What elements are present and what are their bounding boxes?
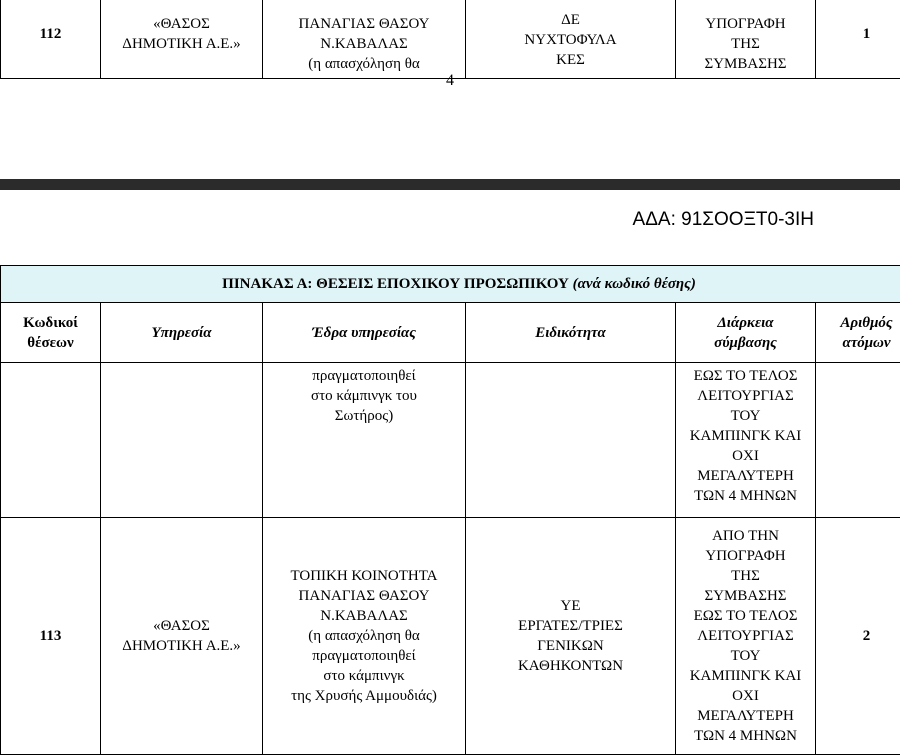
- page-separator: [0, 179, 900, 190]
- position-code: [1, 363, 101, 518]
- header-location: Έδρα υπηρεσίας: [263, 303, 466, 363]
- seasonal-positions-table: [0, 265, 900, 755]
- service-cell: «ΘΑΣΟΣ ΔΗΜΟΤΙΚΗ Α.Ε.»: [101, 0, 263, 79]
- table-row: [1, 0, 900, 79]
- ada-code: ΑΔΑ: 91ΣΟΟΞΤ0-3ΙΗ: [633, 209, 814, 231]
- location-cell: πραγματοποιηθεί στο κάμπινγκ του Σωτήρος): [263, 363, 466, 518]
- person-count: 2: [816, 518, 900, 755]
- person-count: [816, 363, 900, 518]
- page-number: 4: [0, 72, 900, 90]
- table-header-row: [1, 303, 900, 363]
- duration-cell: ΥΠΟΓΡΑΦΗ ΤΗΣ ΣΥΜΒΑΣΗΣ: [676, 0, 816, 79]
- service-cell: «ΘΑΣΟΣ ΔΗΜΟΤΙΚΗ Α.Ε.»: [101, 518, 263, 755]
- header-service: Υπηρεσία: [101, 303, 263, 363]
- header-count: Αριθμός ατόμων: [816, 303, 900, 363]
- header-duration: Διάρκεια σύμβασης: [676, 303, 816, 363]
- person-count: 1: [816, 0, 900, 79]
- previous-page-table: [0, 0, 900, 79]
- location-cell: ΤΟΠΙΚΗ ΚΟΙΝΟΤΗΤΑ ΠΑΝΑΓΙΑΣ ΘΑΣΟΥ Ν.ΚΑΒΑΛΑΣ (η απασχόληση θα πραγματοποιηθεί στο κάμπινγκ της Χρυσής Αμμουδιάς): [263, 518, 466, 755]
- specialty-cell: ΔΕ ΝΥΧΤΟΦΥΛΑ ΚΕΣ: [466, 0, 676, 79]
- specialty-cell: ΥΕ ΕΡΓΑΤΕΣ/ΤΡΙΕΣ ΓΕΝΙΚΩΝ ΚΑΘΗΚΟΝΤΩΝ: [466, 518, 676, 755]
- service-cell: [101, 363, 263, 518]
- table-row: [1, 518, 900, 755]
- header-specialty: Ειδικότητα: [466, 303, 676, 363]
- header-code: Κωδικοί θέσεων: [1, 303, 101, 363]
- duration-cell: ΕΩΣ ΤΟ ΤΕΛΟΣ ΛΕΙΤΟΥΡΓΙΑΣ ΤΟΥ ΚΑΜΠΙΝΓΚ ΚΑΙ ΟΧΙ ΜΕΓΑΛΥΤΕΡΗ ΤΩΝ 4 ΜΗΝΩΝ: [676, 363, 816, 518]
- table-title: ΠΙΝΑΚΑΣ Α: ΘΕΣΕΙΣ ΕΠΟΧΙΚΟΥ ΠΡΟΣΩΠΙΚΟΥ (ανά κωδικό θέσης): [1, 266, 900, 303]
- specialty-cell: [466, 363, 676, 518]
- position-code: 112: [1, 0, 101, 79]
- position-code: 113: [1, 518, 101, 755]
- duration-cell: ΑΠΟ ΤΗΝ ΥΠΟΓΡΑΦΗ ΤΗΣ ΣΥΜΒΑΣΗΣ ΕΩΣ ΤΟ ΤΕΛΟΣ ΛΕΙΤΟΥΡΓΙΑΣ ΤΟΥ ΚΑΜΠΙΝΓΚ ΚΑΙ ΟΧΙ ΜΕΓΑΛΥΤΕΡΗ ΤΩΝ 4 ΜΗΝΩΝ: [676, 518, 816, 755]
- location-cell: ΠΑΝΑΓΙΑΣ ΘΑΣΟΥ Ν.ΚΑΒΑΛΑΣ (η απασχόληση θα: [263, 0, 466, 79]
- table-row: [1, 363, 900, 518]
